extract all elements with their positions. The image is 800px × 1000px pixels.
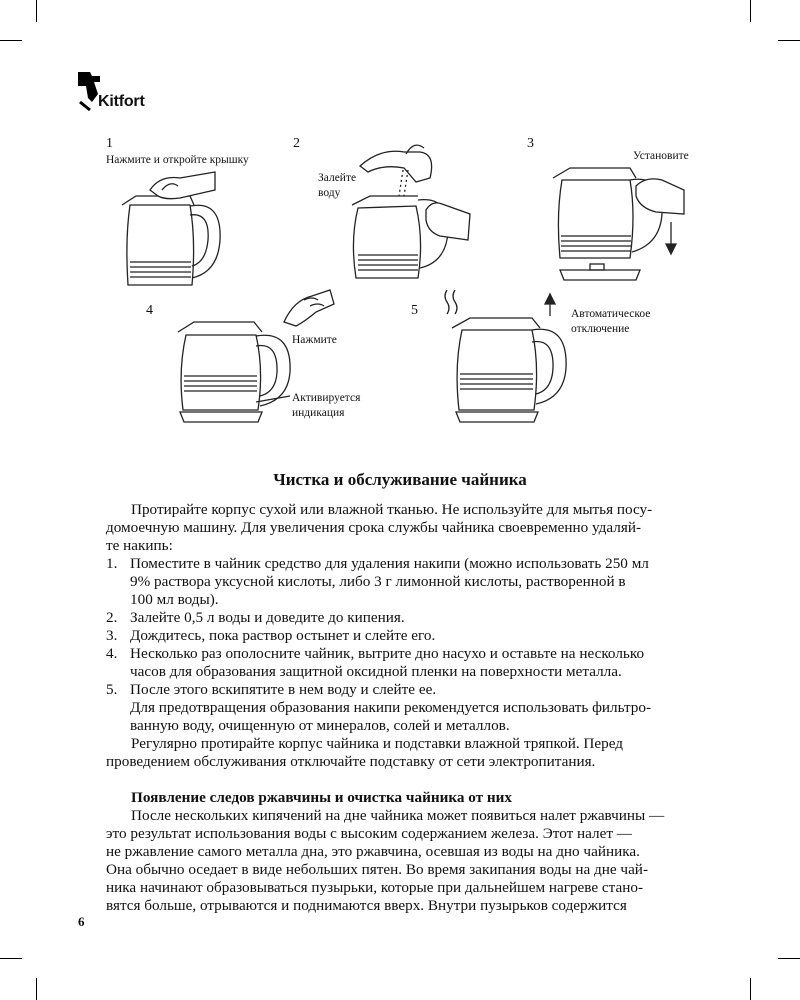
step-label: Активируется индикация [292, 392, 361, 419]
intro-line: домоечную машину. Для увеличения срока службы чайника своевременно удаляй- [106, 519, 642, 536]
kettle-icon [122, 196, 220, 285]
rust-paragraph: Она обычно оседает в виде небольших пятен. Во время закипания воды на дне чай- [106, 861, 648, 878]
step-number: 3 [527, 136, 534, 151]
step-number: 1 [106, 136, 113, 151]
hand-icon [426, 203, 470, 240]
page-number: 6 [78, 914, 85, 929]
step-number: 4 [146, 303, 153, 318]
filter-paragraph: Для предотвращения образования накипи рекомендуется использовать фильтро- [130, 699, 652, 716]
arrow-up-icon [545, 294, 555, 316]
step-label: Установите [633, 150, 689, 162]
hand-icon [150, 172, 215, 199]
crop-mark [750, 978, 751, 1000]
brand-name: Kitfort [98, 93, 145, 110]
step-label: Автоматическое отключение [571, 308, 651, 335]
step-number: 5 [411, 303, 418, 318]
crop-mark [0, 958, 22, 959]
kettle-icon [452, 318, 566, 422]
list-item: 3. Дождитесь, пока раствор остынет и слейте его. [106, 627, 436, 644]
rust-paragraph: не ржавление самого металла дна, это ржавчина, осевшая из воды на дно чайника. [106, 843, 640, 860]
list-item: 1. Поместите в чайник средство для удаления накипи (можно использовать 250 мл 9% раствора уксусной кислоты, либо 3 г лимонной кислоты, растворенной в 100 мл воды). [106, 555, 649, 608]
intro-line: те накипь: [106, 537, 173, 554]
rust-paragraph: вятся больше, отрываются и поднимаются вверх. Внутри пузырьков содержится [106, 897, 627, 914]
step-number: 2 [293, 136, 300, 151]
crop-mark [778, 958, 800, 959]
rust-paragraph: ника начинают образовываться пузырьки, которые при дальнейшем нагреве стано- [106, 879, 643, 896]
kettle-instructions-illustration [0, 0, 800, 470]
step-label: Нажмите и откройте крышку [106, 154, 249, 166]
wipe-paragraph: Регулярно протирайте корпус чайника и подставки влажной тряпкой. Перед [131, 735, 624, 752]
faucet-icon [360, 145, 432, 182]
rust-paragraph: После нескольких кипячений на дне чайника может появиться налет ржавчины — [131, 807, 665, 824]
water-stream-icon [399, 170, 408, 196]
intro-line: Протирайте корпус сухой или влажной тканью. Не используйте для мытья посу- [131, 501, 653, 518]
arrow-down-icon [666, 222, 676, 254]
rust-subheading: Появление следов ржавчины и очистка чайника от них [131, 789, 512, 806]
kettle-base-icon [560, 264, 640, 280]
list-item: 2. Залейте 0,5 л воды и доведите до кипения. [106, 609, 405, 626]
hand-icon [636, 179, 684, 214]
wipe-paragraph: проведением обслуживания отключайте подставку от сети электропитания. [106, 753, 596, 770]
steam-icon [445, 290, 457, 314]
filter-paragraph: ванную воду, очищенную от минералов, солей и металлов. [130, 717, 510, 734]
list-item: 4. Несколько раз ополосните чайник, вытрите дно насухо и оставьте на несколько часов для образования защитной оксидной пленки на поверхности металла. [106, 645, 645, 680]
step-label: Залейте воду [318, 172, 357, 199]
step-label: Нажмите [292, 334, 337, 346]
body-text [106, 501, 704, 915]
list-item: 5. После этого вскипятите в нем воду и слейте ее. [106, 681, 437, 698]
section-title: Чистка и обслуживание чайника [273, 470, 527, 489]
rust-paragraph: это результат использования воды с высоким содержанием железа. Этот налет — [106, 825, 632, 842]
kettle-icon [178, 322, 290, 422]
finger-press-icon [284, 290, 334, 326]
crop-mark [36, 978, 37, 1000]
